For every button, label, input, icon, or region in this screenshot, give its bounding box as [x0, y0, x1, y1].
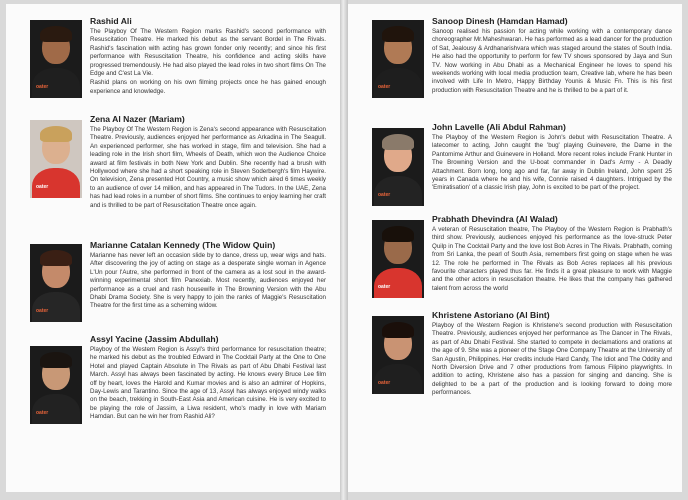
- actor-bio: The Playboy Of The Western Region marks Rashid's second performance with Resuscitation Theatre. He marked his debut as the servant Bordel in The Rivals. Rashid's fascination with acting has grown fonder only recently; and since his first performance with Resuscitation Theatre, his confidence and acting skills have progressed tremendously. He had also played the lead roles in two short films On The Edge and C'est La Vie.: [90, 28, 326, 78]
- headshot-photo: oater: [30, 120, 82, 198]
- headshot-photo: oater: [30, 346, 82, 424]
- headshot-photo: oater: [30, 20, 82, 98]
- actor-name: Zena Al Nazer (Mariam): [90, 114, 185, 124]
- headshot-photo: oater: [372, 316, 424, 394]
- left-page: [6, 4, 340, 492]
- actor-bio: The Playboy Of The Western Region is Zena's second appearance with Resuscitation Theatre. Previously, audiences enjoyed her performance as Arkadina in The Seagull. An experienced performer, she has worked in stage, film and television. She had a leading role in the Irish short film, Wheels of Death, which won the Audience Choice award at film festivals in both New York and Dublin. She recently had a brush with Hollywood where she had a short speaking role in Steven Soderbergh's film Haywire. On television, Zena presented Hot Country, a music show which aired 6 times weekly to an audience of over 14 million, and has appeared in The Tudors. In the UAE, Zena has had lead roles in a number of short films. She continues to enjoy learning her craft and is thrilled to be part of Resuscitation Theatre once again.: [90, 126, 326, 209]
- actor-name: Rashid Ali: [90, 16, 132, 26]
- headshot-photo: oater: [372, 128, 424, 206]
- actor-bio-extra: Rashid plans on working on his own filming projects once he has gained enough experience and knowledge.: [90, 79, 326, 95]
- actor-bio: The Playboy of the Western Region is John's debut with Resuscitation Theatre. A latecomer to acting, John caught the 'bug' playing Guinevere, the Dame in the Pantomime Arthur and Guinevere in Holland. More recent roles include Frank Hunter in The Browning Version and the U-boat commander in Dad's Army - A Deadly Attachment. Born long, long ago and far, far away in Dublin Ireland, John spent 25 years in Canada where he and his wife, Connie raised 4 daughters. Intrigued by the 'Emiratisation' of a classic Irish play, John is excited to be part of the project.: [432, 134, 672, 192]
- actor-name: Sanoop Dinesh (Hamdan Hamad): [432, 16, 568, 26]
- headshot-photo: oater: [372, 20, 424, 98]
- actor-bio: Playboy of the Western Region is Assyl's third performance for resuscitation theatre; he marked his debut as the troubled Edward in The Cocktail Party at the One to One Hotel and played Captain Absolute in The Rivals as part of Abu Dhabi Festival last March. Assyl has always been fascinated by acting. He knows every Bruce Lee film off by heart, loves the Harold and Kumar movies and is also an admirer of Hopkins, Day-Lewis and Tarantino. Since the age of 13, Assyl has always enjoyed windy walks on the beach, trekking in South-East Asia and American cuisine. He is very excited to be playing the role of Jassim, a Liwa resident, who's madly in love with Mariam Hamdan. But can he win her from Rashid Ali?: [90, 346, 326, 421]
- actor-bio: Playboy of the Western Region is Khristene's second production with Resuscitation Theatre. Previously, audiences enjoyed her performance as The Dancer in The Rivals, as part of Abu Dhabi Festival. She started to compete in declamations and orations at the age of 9. She was a pioneer of the Stage One Company Theatre at the University of San Agustin, Philippines. Her credits include Hard Candy, The Idiot and The Oddity and North Diversion Drive and 7 other productions from famous Filipino playwrights. In addition to acting, Khristene also has a passion for singing and dancing. She is delighted to be a part of the production and is looking forward to doing more performances.: [432, 322, 672, 397]
- right-page: [348, 4, 682, 492]
- actor-name: Assyl Yacine (Jassim Abdullah): [90, 334, 219, 344]
- actor-name: John Lavelle (Ali Abdul Rahman): [432, 122, 566, 132]
- actor-bio: Marianne has never left an occasion slide by to dance, dress up, wear wigs and hats. After discovering the joy of acting on stage as a desperate single woman in Agence L'Un pour l'Autre, she performed in front of the camera as a lost soul in the award-winning experimental short film Panexiab. Most recently, audiences enjoyed her performance as a cruel and rash housewife in The Browning Version with the Abu Dhabi Drama Society. She is very happy to join the ranks of Maggie's Resuscitation Theatre for the first time as a scheming widow.: [90, 252, 326, 310]
- actor-name: Prabhath Dhevindra (Al Walad): [432, 214, 558, 224]
- actor-name: Khristene Astoriano (Al Bint): [432, 310, 550, 320]
- actor-bio: Sanoop realised his passion for acting while working with a contemporary dance choreographer Mr.Maheshwaran. He has performed as a lead dancer for the production of Sat, Jealousy & Ardhanarishvara which was staged around the states of South India. He also had the opportunity to perform for few TV shows sponsored by Jaya and Sun TV. Now working in Abu Dhabi as a Mechanical Engineer he loves to spend his weekends working with local media production team, Creative lab, where he has been involved with Life In Metro, Happy Birthday Younis & Music Fn. This is his first production with Resuscitation Theatre and he is thrilled to be a part of it.: [432, 28, 672, 94]
- headshot-photo: oater: [30, 244, 82, 322]
- headshot-photo: oater: [372, 220, 424, 298]
- actor-name: Marianne Catalan Kennedy (The Widow Quin): [90, 240, 276, 250]
- actor-bio: A veteran of Resuscitation theatre, The Playboy of the Western Region is Prabhath's third show. Previously, audiences enjoyed his performance as the love-struck Peter Quilp in The Cocktail Party and the love lost Bob Acres in The Rivals. Prabhath, coming from Sri Lanka, the pearl of South Asia, remembers first going on stage when he was 12. The role he performed in The Rivals as Bob Acres replaces all his previous favourite characters played thus far. He finds it a great pleasure to work with Maggie and the other actors in resuscitation theatre. He likes that the company has gathered talent from across the world: [432, 226, 672, 292]
- book-gutter: [340, 0, 348, 500]
